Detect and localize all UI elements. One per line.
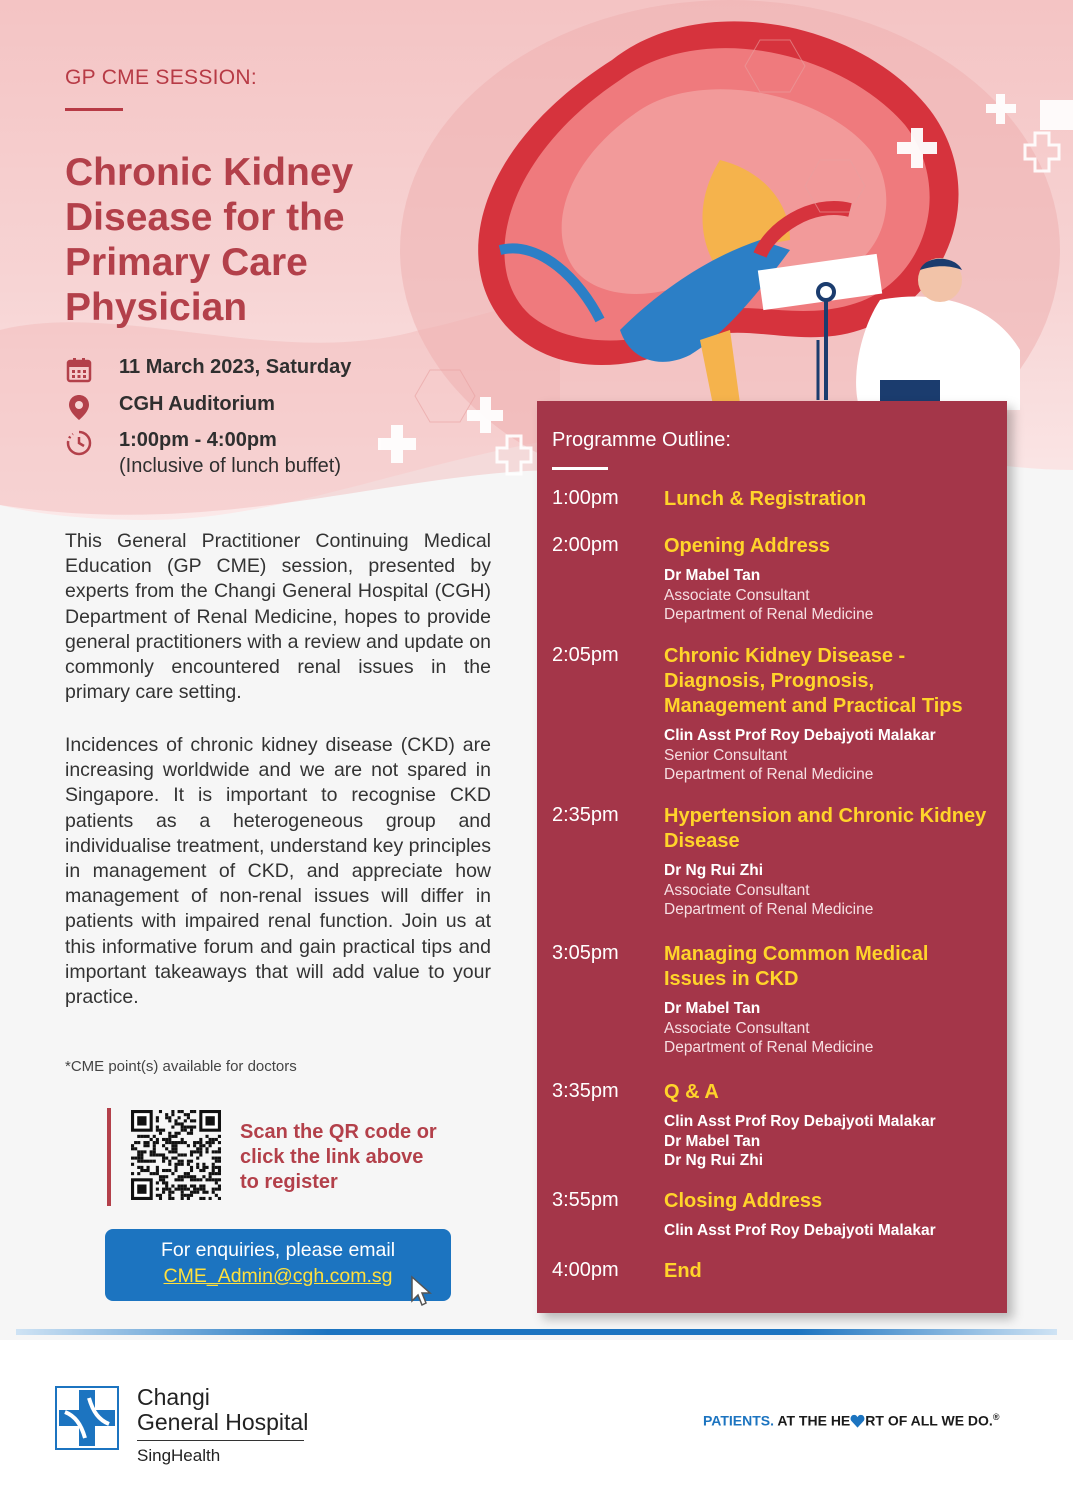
slot-title: Chronic Kidney Disease - Diagnosis, Prognosis, Management and Practical Tips bbox=[664, 645, 963, 717]
mouse-pointer-icon bbox=[410, 1275, 434, 1309]
event-time: 1:00pm - 4:00pm bbox=[119, 429, 277, 451]
cgh-logo-icon bbox=[55, 1386, 119, 1450]
slot-speakers bbox=[664, 566, 994, 625]
slot-time: 2:00pm bbox=[552, 534, 619, 556]
scan-line-1: Scan the QR code or bbox=[240, 1121, 437, 1143]
speaker-name: Dr Ng Rui Zhi bbox=[664, 862, 764, 879]
ckd-paragraph: Incidences of chronic kidney disease (CKD) are increasing worldwide and we are not spared in Singapore. It is important to recognise CKD patients as a heterogeneous group and individualise treatment, understand key principles in management of CKD, and appreciate how management of non-renal issues will differ in patients with impaired renal function. Join us at this informative forum and gain practical tips and important takeaways that will add value to your practice. bbox=[65, 734, 491, 1009]
event-date: 11 March 2023, Saturday bbox=[119, 356, 352, 378]
location-pin-icon bbox=[65, 393, 93, 421]
tagline-part-2: RT OF ALL WE DO. bbox=[865, 1412, 993, 1429]
event-eyebrow: GP CME SESSION: bbox=[65, 66, 257, 89]
speaker-name: Clin Asst Prof Roy Debajyoti Malakar bbox=[664, 1222, 936, 1239]
slot-title: Q & A bbox=[664, 1081, 719, 1103]
speaker-name: Dr Mabel Tan bbox=[664, 1000, 761, 1017]
event-time-note: (Inclusive of lunch buffet) bbox=[119, 455, 341, 477]
hospital-name-line-1: Changi bbox=[137, 1384, 210, 1410]
slot-speakers bbox=[664, 726, 994, 785]
intro-paragraph: This General Practitioner Continuing Medical Education (GP CME) session, presented by experts from the Changi General Hospital (CGH) Department of Renal Medicine, hopes to provide general practitioners with a review and update on commonly encountered renal issues in the primary care setting. bbox=[65, 530, 491, 704]
logo-divider bbox=[137, 1440, 304, 1441]
enquiry-text: For enquiries, please email bbox=[160, 1239, 396, 1261]
eyebrow-divider bbox=[65, 108, 123, 111]
scan-line-3: to register bbox=[240, 1171, 338, 1193]
slot-time: 4:00pm bbox=[552, 1259, 619, 1281]
registered-mark: ® bbox=[992, 1412, 1000, 1422]
event-venue: CGH Auditorium bbox=[119, 393, 275, 415]
slot-speakers bbox=[664, 1112, 994, 1171]
hospital-name bbox=[137, 1385, 308, 1435]
tagline bbox=[703, 1412, 999, 1429]
slot-time: 3:05pm bbox=[552, 942, 619, 964]
slot-speakers bbox=[664, 861, 994, 920]
scan-line-2: click the link above bbox=[240, 1146, 424, 1168]
group-name: SingHealth bbox=[137, 1446, 221, 1465]
slot-time: 3:35pm bbox=[552, 1080, 619, 1102]
slot-title: Managing Common Medical Issues in CKD bbox=[664, 943, 929, 990]
heart-icon bbox=[850, 1414, 865, 1428]
footer-divider bbox=[16, 1327, 1057, 1337]
speaker-dept: Department of Renal Medicine bbox=[664, 606, 874, 623]
slot-speakers bbox=[664, 1221, 994, 1241]
tagline-part-1: AT THE HE bbox=[777, 1412, 851, 1429]
speaker-dept: Department of Renal Medicine bbox=[664, 1039, 874, 1056]
clock-icon bbox=[65, 429, 93, 457]
slot-speakers bbox=[664, 999, 994, 1058]
cme-note: *CME point(s) available for doctors bbox=[65, 1058, 297, 1075]
speaker-name: Dr Mabel Tan bbox=[664, 1132, 761, 1150]
calendar-icon bbox=[65, 356, 93, 384]
slot-time: 1:00pm bbox=[552, 487, 619, 509]
scan-instruction bbox=[240, 1120, 480, 1195]
slot-time: 2:05pm bbox=[552, 644, 619, 666]
speaker-name: Dr Mabel Tan bbox=[664, 567, 761, 584]
speaker-name: Clin Asst Prof Roy Debajyoti Malakar bbox=[664, 727, 936, 744]
registration-qr-code[interactable] bbox=[131, 1110, 221, 1200]
event-title: Chronic Kidney Disease for the Primary Care Physician bbox=[65, 151, 354, 329]
slot-time: 2:35pm bbox=[552, 804, 619, 826]
speaker-role: Senior Consultant bbox=[664, 746, 788, 764]
slot-title: Hypertension and Chronic Kidney Disease bbox=[664, 805, 987, 852]
speaker-role: Associate Consultant bbox=[664, 1019, 810, 1037]
speaker-dept: Department of Renal Medicine bbox=[664, 901, 874, 918]
tagline-patients: PATIENTS. bbox=[703, 1412, 775, 1429]
speaker-name: Dr Ng Rui Zhi bbox=[664, 1152, 764, 1169]
slot-title: Lunch & Registration bbox=[664, 488, 867, 510]
programme-heading: Programme Outline: bbox=[552, 429, 731, 451]
enquiry-email-link[interactable]: CME_Admin@cgh.com.sg bbox=[163, 1265, 393, 1287]
speaker-role: Associate Consultant bbox=[664, 586, 810, 604]
slot-title: End bbox=[664, 1260, 702, 1282]
enquiry-box bbox=[105, 1229, 451, 1301]
slot-title: Closing Address bbox=[664, 1190, 823, 1212]
slot-time: 3:55pm bbox=[552, 1189, 619, 1211]
speaker-name: Clin Asst Prof Roy Debajyoti Malakar bbox=[664, 1113, 936, 1130]
slot-title: Opening Address bbox=[664, 535, 830, 557]
speaker-role: Associate Consultant bbox=[664, 881, 810, 899]
qr-accent-bar bbox=[107, 1108, 111, 1206]
programme-panel bbox=[537, 401, 1007, 1313]
programme-divider bbox=[552, 467, 608, 470]
hospital-name-line-2: General Hospital bbox=[137, 1409, 309, 1435]
speaker-dept: Department of Renal Medicine bbox=[664, 766, 874, 783]
